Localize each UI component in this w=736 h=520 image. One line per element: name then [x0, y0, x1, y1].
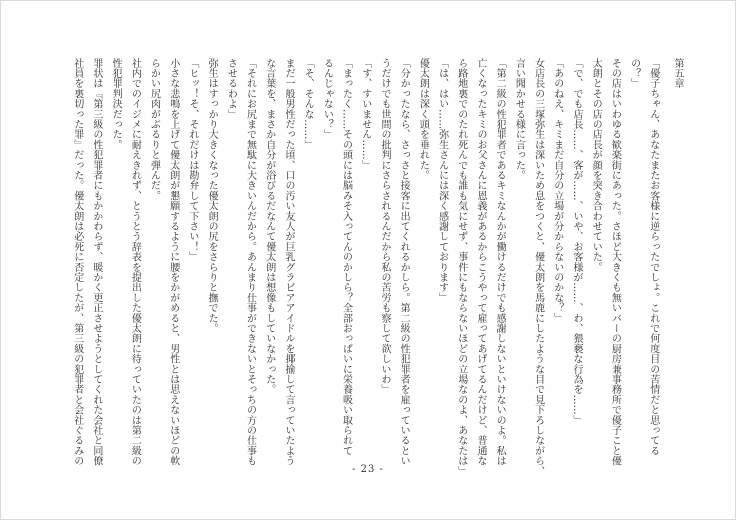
text-column: の？」 — [628, 58, 640, 89]
text-column: 「す、すいません……」 — [359, 58, 371, 171]
text-column: 「優子ちゃん、あなたまたお客様に逆らったでしょ。これで何度目の苦情だと思ってる — [647, 58, 659, 456]
text-column: 言い聞かせる様に言った。 — [513, 58, 525, 181]
text-column: 弥生はすっかり大きくなった優太朗の尻をさらりと撫でた。 — [206, 58, 218, 334]
text-column: まだ一般男性だった頃、口の汚い友人が巨乳グラビアアイドルを揶揄して言っていたよう — [282, 58, 294, 466]
text-column: 「それにお尻まで無駄に大きいんだから。あんまり仕事ができないとそっちの方の仕事も — [244, 58, 256, 466]
text-column: 性犯罪判決だった。 — [110, 58, 122, 150]
text-column: 「分かったなら、さっさと接客に出てくれるかしら。第二級の性犯罪者を雇っているとい — [398, 58, 410, 466]
text-column: 亡くなったキミのお父さんに恩義があるからこうやって雇ってあげてるんだけど、普通な — [474, 58, 486, 466]
text-column: 「まったく……その頭には脳みそ入ってんのかしら？全部おっぱいに栄養吸い取られて — [340, 58, 352, 456]
text-column: その店はいわゆる歓楽街にあった。さほど大きくも無いバーの厨房兼事務所で優子こと優 — [609, 58, 621, 466]
text-column: 「そ、そんな……」 — [302, 58, 314, 150]
text-column: 「は、はい……弥生さんには深く感謝しております」 — [436, 58, 448, 303]
text-column: 女店長の三塚弥生は深いため息をつくと、優太朗を馬鹿にしたような目で見下ろしながら、 — [532, 58, 544, 477]
text-column: 太朗とその店の店長が顔を突き合わせていた。 — [590, 58, 602, 273]
text-columns — [68, 58, 663, 477]
text-column: な言葉を、まさか自分が浴びるだなんて優太朗は想像もしていなかった。 — [263, 58, 275, 395]
text-column: させるわよ」 — [225, 58, 237, 120]
page-number: - 23 - — [352, 464, 384, 475]
text-column: 「第二級の性犯罪者であるキミなんかが働けるだけでも感謝しないといけないのよ。私は — [494, 58, 506, 466]
text-column: 小さな悲鳴を上げて優太朗が懇願するように腰をかがめると、男性とは思えないほどの軟 — [167, 58, 179, 466]
text-column: うだけでも世間の批判にさらされるんだから私の苦労も察して欲しいわ」 — [378, 58, 390, 395]
text-column: 優太朗は深く頭を垂れた。 — [417, 58, 429, 181]
text-column: 社員を裏切った罪』だった。優太朗は必死に否定したが、第三級の犯罪者と会社ぐるみの — [71, 58, 83, 466]
text-column: 社内でのイジメに耐えきれず、とうとう辞表を提出した優太朗に待っていたのは第二級の — [129, 58, 141, 466]
text-column: 「あのねえ、キミまだ自分の立場が分からないのかな？」 — [551, 58, 563, 324]
text-column: ら路地裏でのたれ死んでも誰も気にせず、事件にもならないほどの立場なのよ、あなたは」 — [455, 58, 467, 477]
vertical-text-body — [68, 58, 688, 477]
text-column: らかい尻肉がぶるりと弾んだ。 — [148, 58, 160, 201]
text-column: 「で、でも店長……、客が……、いや、お客様が……、わ、猥褻な行為を……」 — [570, 58, 582, 426]
text-column: 「ヒッ！そ、それだけは勘弁して下さい！」 — [186, 58, 198, 262]
text-column: るんじゃない？」 — [321, 58, 333, 140]
text-column: 罪状は『第三級の性犯罪者にもかかわらず、暖かく更正させようとしてくれた会社と同僚 — [90, 58, 102, 466]
chapter-heading: 第五章 — [672, 58, 683, 89]
